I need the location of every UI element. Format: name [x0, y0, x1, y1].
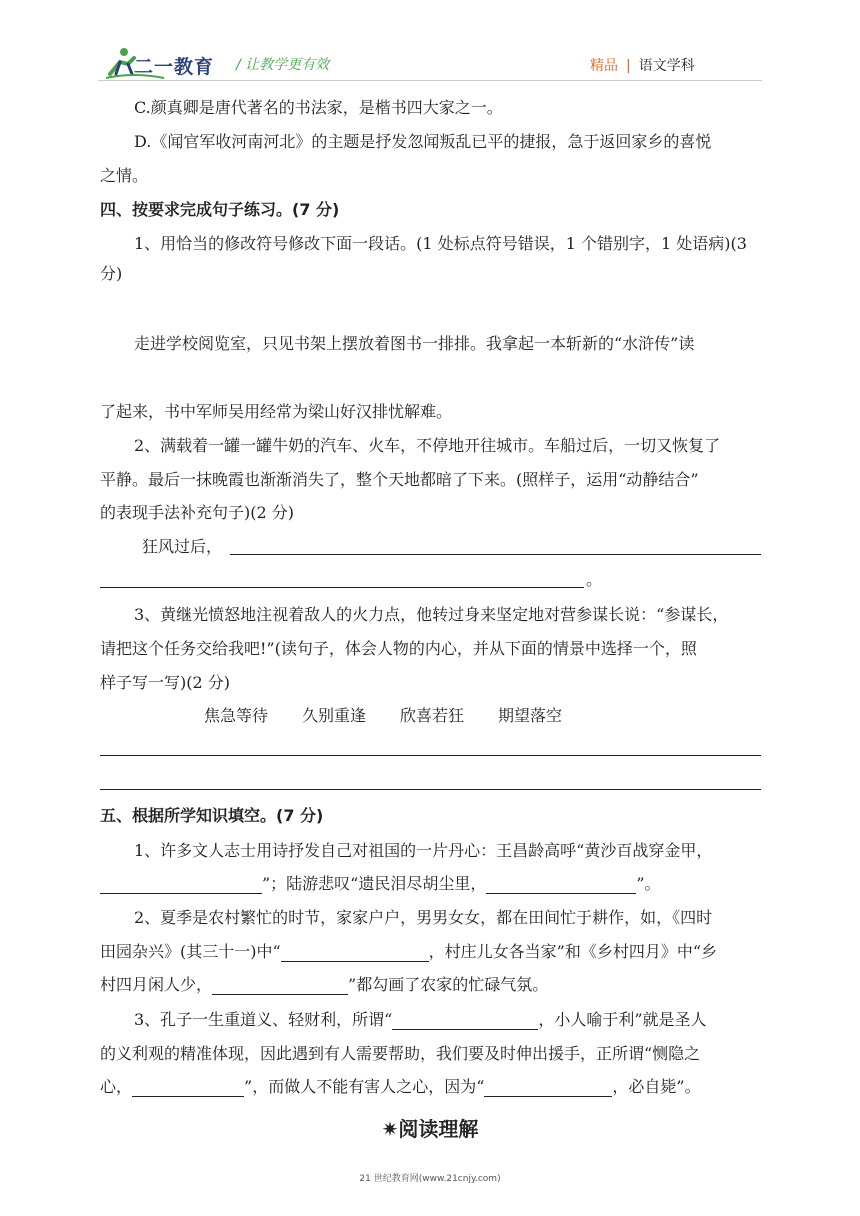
footer-source: 21 世纪教育网(www.21cnjy.com) — [359, 1174, 501, 1184]
q5-2-line3 — [100, 975, 762, 995]
answer-line[interactable] — [100, 789, 761, 790]
fill-blank[interactable] — [392, 1011, 538, 1030]
fill-blank[interactable] — [484, 1078, 612, 1097]
header-separator: | — [626, 58, 631, 74]
q5-1-text: ”；陆游悲叹“遗民泪尽胡尘里， — [262, 874, 487, 893]
q5-2-text-d: ”都勾画了农家的忙碌气氛。 — [348, 975, 549, 994]
q5-2-text-b: ，村庄儿女各当家”和《乡村四月》中“乡 — [428, 942, 718, 961]
q5-3-text-b: ，小人喻于利”就是圣人 — [538, 1010, 707, 1029]
fill-blank[interactable] — [281, 943, 429, 962]
fill-blank[interactable] — [212, 976, 348, 995]
answer-blank[interactable] — [100, 587, 584, 588]
fill-blank[interactable] — [132, 1078, 244, 1097]
answer-line[interactable] — [100, 755, 761, 756]
q5-2-text-a: 田园杂兴》(其三十一)中“ — [100, 942, 281, 961]
q5-3-text-d: ”，而做人不能有害人之心，因为“ — [244, 1077, 485, 1096]
header-right — [590, 55, 695, 75]
section-4-title: 四、按要求完成句子练习。(7 分) — [100, 200, 340, 219]
option-c: C.颜真卿是唐代著名的书法家，是楷书四大家之一。 — [134, 98, 503, 117]
q4-2-end: 。 — [586, 570, 603, 589]
q4-1-line1: 1、用恰当的修改符号修改下面一段话。(1 处标点符号错误，1 个错别字，1 处语病)(3 — [134, 234, 747, 253]
subject-label: 语文学科 — [638, 58, 695, 74]
q5-3-line3 — [100, 1077, 762, 1097]
reading-section-title: ✷阅读理解 — [381, 1117, 479, 1141]
q5-3-line1 — [134, 1010, 796, 1030]
q4-3-line2: 请把这个任务交给我吧!”(读句子，体会人物的内心，并从下面的情景中选择一个，照 — [100, 639, 697, 658]
q5-3-text-e: ，必自毙”。 — [612, 1077, 701, 1096]
scenario-choices — [204, 706, 860, 726]
q5-2-text-c: 村四月闲人少， — [100, 975, 213, 994]
q4-1-text-line2: 了起来，书中军师吴用经常为梁山好汉排忧解难。 — [100, 402, 453, 421]
quality-badge: 精品 — [590, 58, 618, 74]
q4-2-prompt: 狂风过后， — [142, 537, 223, 556]
q4-3-line1: 3、黄继光愤怒地注视着敌人的火力点，他转过身来坚定地对营参谋长说：“参谋长， — [134, 605, 729, 624]
choice-item: 欣喜若狂 — [400, 706, 465, 725]
slogan: / 让教学更有效 — [236, 57, 330, 73]
section-5-title: 五、根据所学知识填空。(7 分) — [100, 806, 324, 825]
fill-blank[interactable] — [100, 875, 262, 894]
option-d-line2: 之情。 — [100, 166, 149, 185]
choice-item: 期望落空 — [498, 706, 563, 725]
q4-1-line2: 分) — [100, 264, 123, 283]
q5-1-line2 — [100, 874, 762, 894]
q4-2-line2: 平静。最后一抹晚霞也渐渐消失了，整个天地都暗了下来。(照样子，运用“动静结合” — [100, 470, 699, 489]
header-divider — [98, 80, 762, 81]
q4-2-line1: 2、满载着一罐一罐牛奶的汽车、火车，不停地开往城市。车船过后，一切又恢复了 — [134, 436, 721, 455]
choice-item: 久别重逢 — [302, 706, 367, 725]
q4-2-line3: 的表现手法补充句子)(2 分) — [100, 503, 294, 522]
q5-1-end: ”。 — [636, 874, 661, 893]
fill-blank[interactable] — [486, 875, 636, 894]
logo-text: 二一教育 — [134, 56, 215, 78]
q5-2-line1: 2、夏季是农村繁忙的时节，家家户户，男男女女，都在田间忙于耕作，如，《四时 — [134, 908, 713, 927]
q5-3-text-c: 心， — [100, 1077, 133, 1096]
q5-3-text-a: 3、孔子一生重道义、轻财利，所谓“ — [134, 1010, 393, 1029]
q5-1-line1: 1、许多文人志士用诗抒发自己对祖国的一片丹心：王昌龄高呼“黄沙百战穿金甲， — [134, 841, 713, 860]
option-d-line1: D.《闻官军收河南河北》的主题是抒发忽闻叛乱已平的捷报，急于返回家乡的喜悦 — [134, 132, 712, 151]
q5-3-line2: 的义利观的精准体现，因此遇到有人需要帮助，我们要及时伸出援手，正所谓“恻隐之 — [100, 1044, 701, 1063]
q4-3-line3: 样子写一写)(2 分) — [100, 673, 230, 692]
choice-item: 焦急等待 — [204, 706, 269, 725]
answer-blank[interactable] — [230, 554, 761, 555]
q4-1-text-line1: 走进学校阅览室，只见书架上摆放着图书一排排。我拿起一本斩新的“水浒传”读 — [134, 334, 695, 353]
q5-2-line2 — [100, 942, 762, 962]
